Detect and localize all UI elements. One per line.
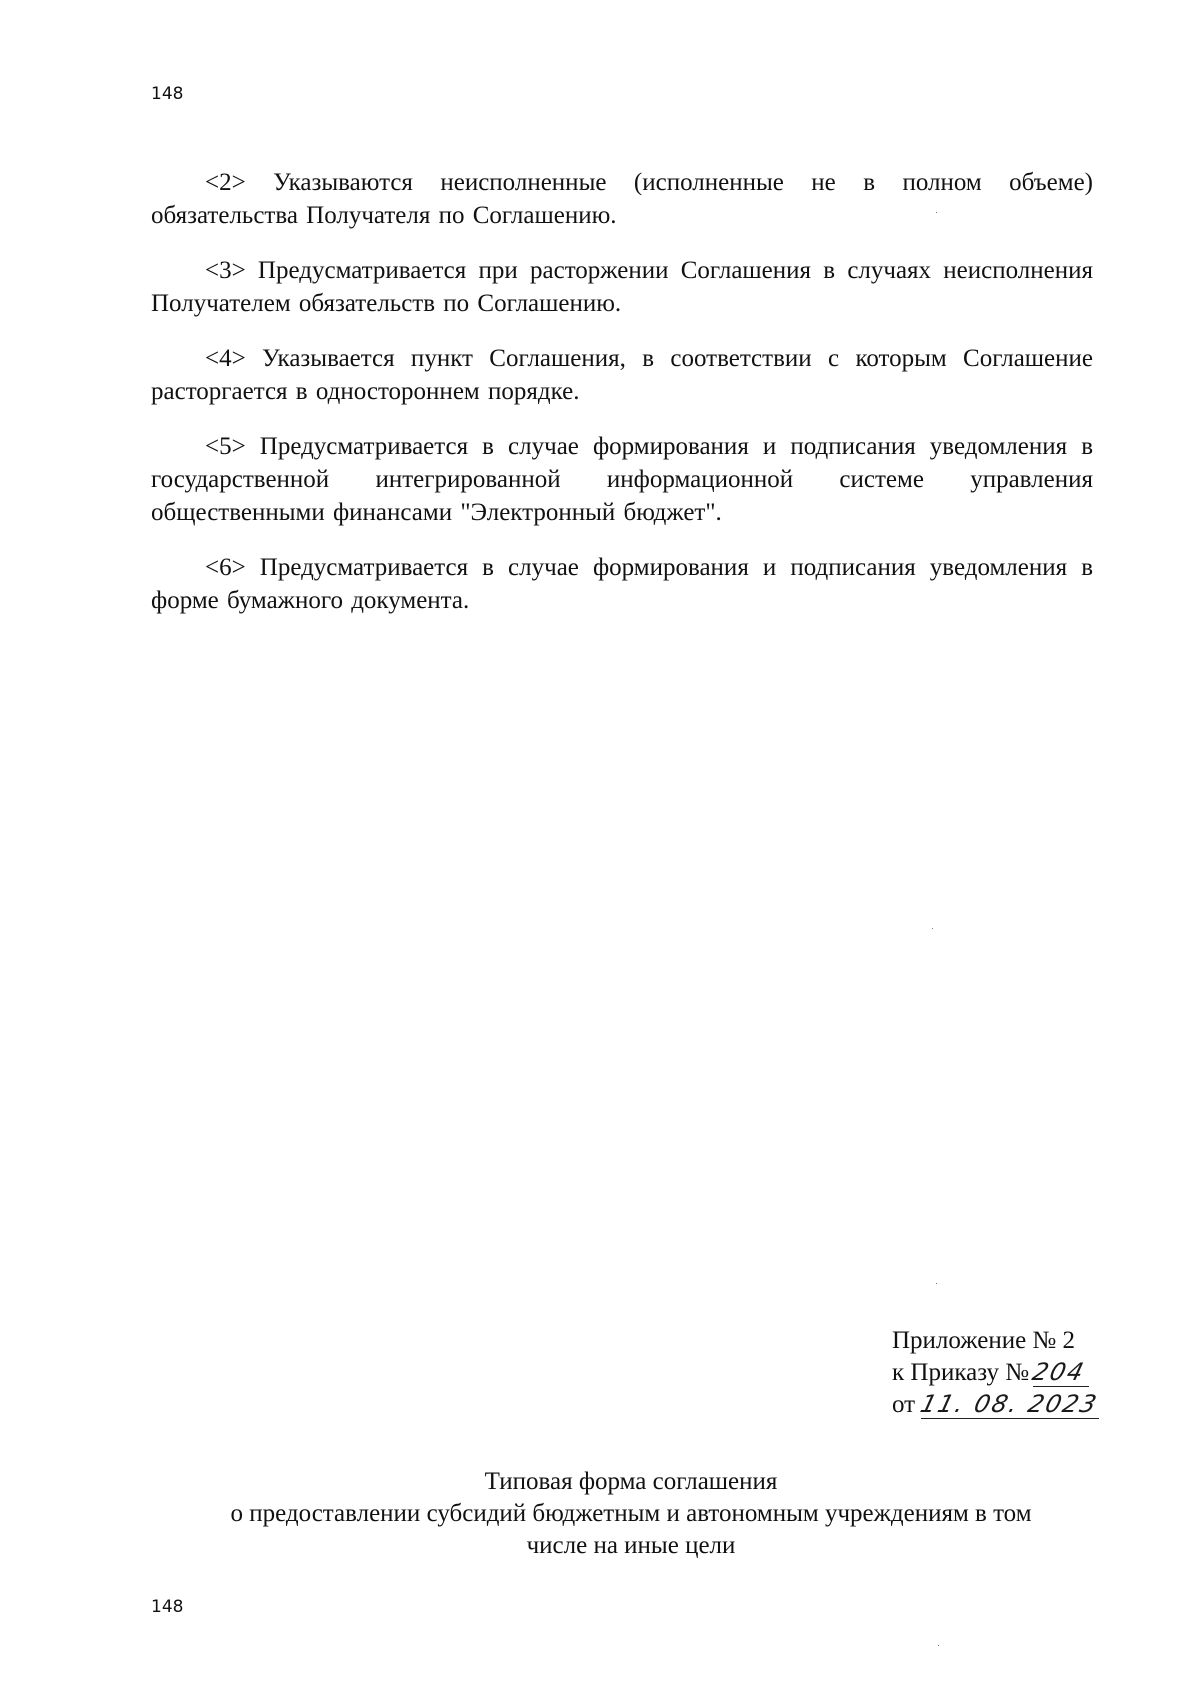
footnote-5: <5> Предусматривается в случае формирования и подписания уведомления в государственной интегрированной информационной системе управления общественными финансами "Электронный бюджет". (151, 433, 1093, 526)
form-title (151, 1466, 1111, 1562)
order-number-field (1029, 1358, 1089, 1387)
footnote-2: <2> Указываются неисполненные (исполненные не в полном объеме) обязательства Получателя по Соглашению. (151, 169, 1093, 229)
page-number-top: 148 (151, 84, 184, 104)
footnote-3: <3> Предусматривается при расторжении Соглашения в случаях неисполнения Получателем обязательств по Соглашению. (151, 257, 1093, 317)
footnote-6: <6> Предусматривается в случае формирования и подписания уведомления в форме бумажного документа. (151, 554, 1093, 614)
appendix-order-line (892, 1357, 1099, 1389)
handwritten-order-date: 11. 08. 2023 (917, 1390, 1102, 1418)
handwritten-order-number: 204 (1029, 1358, 1089, 1386)
appendix-block (892, 1325, 1102, 1421)
form-title-line-1: Типовая форма соглашения (484, 1468, 778, 1495)
footnotes-section (151, 166, 1093, 639)
form-title-line-3: числе на иные цели (526, 1532, 736, 1559)
scan-speck (938, 1645, 939, 1646)
page-number-bottom: 148 (151, 1597, 184, 1617)
order-date-field (917, 1390, 1102, 1419)
form-title-line-2: о предоставлении субсидий бюджетным и автономным учреждениям в том (230, 1500, 1032, 1527)
scan-speck (936, 212, 937, 213)
scan-speck (936, 1283, 937, 1284)
footnote-4: <4> Указывается пункт Соглашения, в соответствии с которым Соглашение расторгается в одностороннем порядке. (151, 345, 1093, 405)
date-label: от (892, 1391, 916, 1418)
appendix-title: Приложение № 2 (892, 1327, 1076, 1354)
appendix-date-line (892, 1389, 1102, 1421)
order-label: к Приказу № (892, 1359, 1030, 1386)
scan-speck (932, 928, 933, 929)
